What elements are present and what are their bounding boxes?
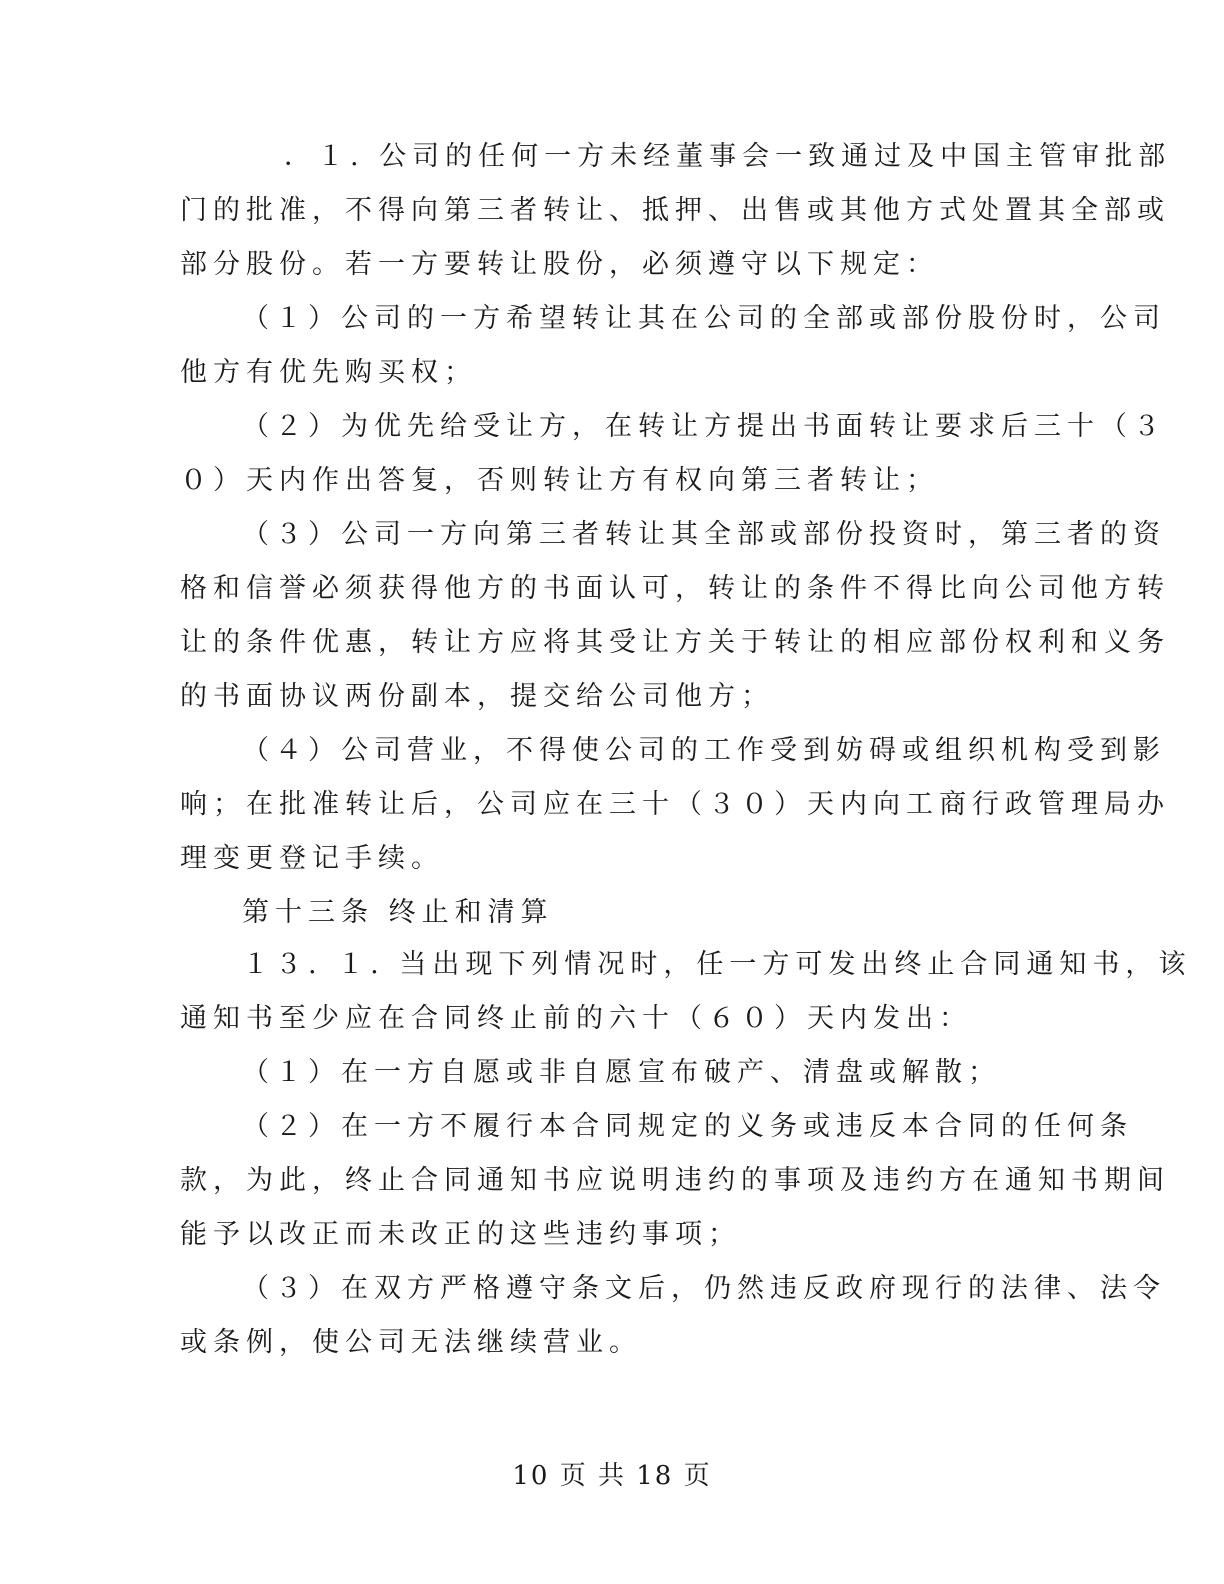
paragraph-line: （１）在一方自愿或非自愿宣布破产、清盘或解散；: [242, 1057, 1001, 1088]
paragraph-line: ０）天内作出答复，否则转让方有权向第三者转让；: [180, 465, 939, 496]
paragraph-line: 能予以改正而未改正的这些违约事项；: [180, 1219, 741, 1250]
page-number-footer: 10 页 共 18 页: [512, 1461, 712, 1491]
paragraph-line: 他方有优先购买权；: [180, 357, 477, 388]
paragraph-line: 理变更登记手续。: [180, 843, 444, 874]
paragraph-line: １３. １. 当出现下列情况时，任一方可发出终止合同通知书，该: [242, 949, 1192, 980]
paragraph-line: 的书面协议两份副本，提交给公司他方；: [180, 681, 774, 712]
paragraph-line: 响；在批准转让后，公司应在三十（３０）天内向工商行政管理局办: [180, 789, 1170, 820]
paragraph-line: 让的条件优惠，转让方应将其受让方关于转让的相应部份权利和义务: [180, 627, 1170, 658]
paragraph-line: （２）在一方不履行本合同规定的义务或违反本合同的任何条: [242, 1111, 1133, 1142]
paragraph-line: （４）公司营业，不得使公司的工作受到妨碍或组织机构受到影: [242, 735, 1166, 766]
paragraph-line: 格和信誉必须获得他方的书面认可，转让的条件不得比向公司他方转: [180, 573, 1170, 604]
paragraph-line: （１）公司的一方希望转让其在公司的全部或部份股份时，公司: [242, 303, 1166, 334]
paragraph-line: （２）为优先给受让方，在转让方提出书面转让要求后三十（３: [242, 411, 1166, 442]
paragraph-line: 门的批准，不得向第三者转让、抵押、出售或其他方式处置其全部或: [180, 195, 1170, 226]
paragraph-line: （３）在双方严格遵守条文后，仍然违反政府现行的法律、法令: [242, 1273, 1166, 1304]
paragraph-line: 款，为此，终止合同通知书应说明违约的事项及违约方在通知书期间: [180, 1165, 1170, 1196]
paragraph-line: ．１. 公司的任何一方未经董事会一致通过及中国主管审批部: [284, 141, 1172, 172]
section-heading: 第十三条 终止和清算: [242, 897, 554, 928]
paragraph-line: 部分股份。若一方要转让股份，必须遵守以下规定：: [180, 249, 939, 280]
paragraph-line: 通知书至少应在合同终止前的六十（６０）天内发出：: [180, 1003, 972, 1034]
paragraph-line: 或条例，使公司无法继续营业。: [180, 1327, 642, 1358]
paragraph-line: （３）公司一方向第三者转让其全部或部份投资时，第三者的资: [242, 519, 1166, 550]
